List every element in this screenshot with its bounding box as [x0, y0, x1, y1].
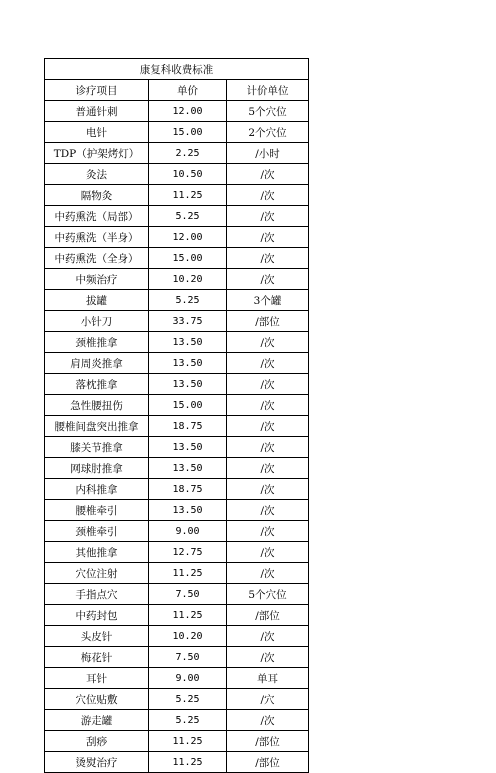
- item-name-cell: 肩周炎推拿: [45, 353, 149, 374]
- table-row: [45, 332, 309, 353]
- unit-price-cell: 13.50: [149, 437, 227, 458]
- title-row: [45, 59, 309, 80]
- unit-price-cell: 15.00: [149, 248, 227, 269]
- billing-unit-cell: /次: [227, 206, 309, 227]
- table-row: [45, 416, 309, 437]
- table-row: [45, 563, 309, 584]
- item-name-cell: 耳针: [45, 668, 149, 689]
- table-row: [45, 206, 309, 227]
- item-name-cell: 其他推拿: [45, 542, 149, 563]
- table-row: [45, 752, 309, 773]
- item-name-cell: 中药熏洗（全身）: [45, 248, 149, 269]
- billing-unit-cell: /次: [227, 248, 309, 269]
- item-name-cell: 急性腰扭伤: [45, 395, 149, 416]
- item-name-cell: 中药熏洗（局部）: [45, 206, 149, 227]
- table-row: [45, 647, 309, 668]
- billing-unit-cell: /部位: [227, 731, 309, 752]
- item-name-cell: 隔物灸: [45, 185, 149, 206]
- billing-unit-cell: /次: [227, 710, 309, 731]
- unit-price-cell: 15.00: [149, 122, 227, 143]
- billing-unit-cell: /次: [227, 353, 309, 374]
- billing-unit-cell: /次: [227, 479, 309, 500]
- billing-unit-cell: /次: [227, 500, 309, 521]
- table-row: [45, 626, 309, 647]
- unit-price-cell: 13.50: [149, 374, 227, 395]
- item-name-cell: 拔罐: [45, 290, 149, 311]
- item-name-cell: 落枕推拿: [45, 374, 149, 395]
- item-name-cell: 电针: [45, 122, 149, 143]
- item-name-cell: 灸法: [45, 164, 149, 185]
- item-name-cell: 头皮针: [45, 626, 149, 647]
- table-row: [45, 122, 309, 143]
- item-name-cell: 游走罐: [45, 710, 149, 731]
- billing-unit-cell: /次: [227, 437, 309, 458]
- table-row: [45, 101, 309, 122]
- unit-price-cell: 12.75: [149, 542, 227, 563]
- table-row: [45, 185, 309, 206]
- item-name-cell: 穴位贴敷: [45, 689, 149, 710]
- item-name-cell: 烫熨治疗: [45, 752, 149, 773]
- unit-price-cell: 11.25: [149, 731, 227, 752]
- item-name-cell: 腰椎牵引: [45, 500, 149, 521]
- billing-unit-cell: /次: [227, 521, 309, 542]
- item-name-cell: 小针刀: [45, 311, 149, 332]
- table-row: [45, 668, 309, 689]
- table-row: [45, 374, 309, 395]
- billing-unit-cell: /次: [227, 374, 309, 395]
- unit-price-cell: 15.00: [149, 395, 227, 416]
- table-row: [45, 164, 309, 185]
- billing-unit-cell: /次: [227, 164, 309, 185]
- unit-price-cell: 13.50: [149, 332, 227, 353]
- unit-price-cell: 11.25: [149, 563, 227, 584]
- table-row: [45, 605, 309, 626]
- item-name-cell: 刮痧: [45, 731, 149, 752]
- unit-price-cell: 18.75: [149, 479, 227, 500]
- table-title: 康复科收费标准: [45, 59, 309, 80]
- table-row: [45, 731, 309, 752]
- table-row: [45, 290, 309, 311]
- item-name-cell: 内科推拿: [45, 479, 149, 500]
- table-row: [45, 458, 309, 479]
- table-row: [45, 143, 309, 164]
- billing-unit-cell: /次: [227, 395, 309, 416]
- billing-unit-cell: 5个穴位: [227, 584, 309, 605]
- header-item: 诊疗项目: [45, 80, 149, 101]
- table-row: [45, 500, 309, 521]
- billing-unit-cell: /次: [227, 227, 309, 248]
- unit-price-cell: 11.25: [149, 752, 227, 773]
- item-name-cell: 中药熏洗（半身）: [45, 227, 149, 248]
- table-row: [45, 479, 309, 500]
- unit-price-cell: 5.25: [149, 710, 227, 731]
- fee-table: [44, 58, 309, 773]
- item-name-cell: 颈椎推拿: [45, 332, 149, 353]
- fee-schedule-sheet: [44, 58, 309, 773]
- unit-price-cell: 12.00: [149, 101, 227, 122]
- unit-price-cell: 11.25: [149, 605, 227, 626]
- table-row: [45, 437, 309, 458]
- item-name-cell: 网球肘推拿: [45, 458, 149, 479]
- unit-price-cell: 13.50: [149, 500, 227, 521]
- header-row: [45, 80, 309, 101]
- billing-unit-cell: /小时: [227, 143, 309, 164]
- item-name-cell: 普通针刺: [45, 101, 149, 122]
- billing-unit-cell: /部位: [227, 752, 309, 773]
- unit-price-cell: 10.50: [149, 164, 227, 185]
- table-row: [45, 395, 309, 416]
- table-row: [45, 353, 309, 374]
- unit-price-cell: 33.75: [149, 311, 227, 332]
- billing-unit-cell: 3个罐: [227, 290, 309, 311]
- billing-unit-cell: 单耳: [227, 668, 309, 689]
- billing-unit-cell: /穴: [227, 689, 309, 710]
- unit-price-cell: 13.50: [149, 458, 227, 479]
- table-row: [45, 227, 309, 248]
- unit-price-cell: 7.50: [149, 584, 227, 605]
- unit-price-cell: 5.25: [149, 689, 227, 710]
- table-row: [45, 248, 309, 269]
- table-row: [45, 311, 309, 332]
- unit-price-cell: 5.25: [149, 206, 227, 227]
- unit-price-cell: 7.50: [149, 647, 227, 668]
- header-unit: 计价单位: [227, 80, 309, 101]
- unit-price-cell: 11.25: [149, 185, 227, 206]
- item-name-cell: TDP（护架烤灯）: [45, 143, 149, 164]
- table-row: [45, 542, 309, 563]
- table-row: [45, 710, 309, 731]
- billing-unit-cell: /部位: [227, 311, 309, 332]
- billing-unit-cell: /次: [227, 647, 309, 668]
- item-name-cell: 腰椎间盘突出推拿: [45, 416, 149, 437]
- billing-unit-cell: /次: [227, 542, 309, 563]
- unit-price-cell: 13.50: [149, 353, 227, 374]
- table-row: [45, 521, 309, 542]
- unit-price-cell: 10.20: [149, 269, 227, 290]
- billing-unit-cell: /次: [227, 332, 309, 353]
- item-name-cell: 颈椎牵引: [45, 521, 149, 542]
- billing-unit-cell: /次: [227, 185, 309, 206]
- item-name-cell: 中药封包: [45, 605, 149, 626]
- unit-price-cell: 12.00: [149, 227, 227, 248]
- unit-price-cell: 18.75: [149, 416, 227, 437]
- billing-unit-cell: /次: [227, 269, 309, 290]
- billing-unit-cell: /次: [227, 626, 309, 647]
- billing-unit-cell: /次: [227, 458, 309, 479]
- item-name-cell: 穴位注射: [45, 563, 149, 584]
- item-name-cell: 梅花针: [45, 647, 149, 668]
- unit-price-cell: 5.25: [149, 290, 227, 311]
- table-row: [45, 689, 309, 710]
- billing-unit-cell: /次: [227, 416, 309, 437]
- billing-unit-cell: /次: [227, 563, 309, 584]
- billing-unit-cell: /部位: [227, 605, 309, 626]
- billing-unit-cell: 5个穴位: [227, 101, 309, 122]
- table-row: [45, 269, 309, 290]
- table-row: [45, 584, 309, 605]
- item-name-cell: 膝关节推拿: [45, 437, 149, 458]
- header-price: 单价: [149, 80, 227, 101]
- item-name-cell: 中频治疗: [45, 269, 149, 290]
- unit-price-cell: 10.20: [149, 626, 227, 647]
- unit-price-cell: 2.25: [149, 143, 227, 164]
- unit-price-cell: 9.00: [149, 521, 227, 542]
- item-name-cell: 手指点穴: [45, 584, 149, 605]
- billing-unit-cell: 2个穴位: [227, 122, 309, 143]
- unit-price-cell: 9.00: [149, 668, 227, 689]
